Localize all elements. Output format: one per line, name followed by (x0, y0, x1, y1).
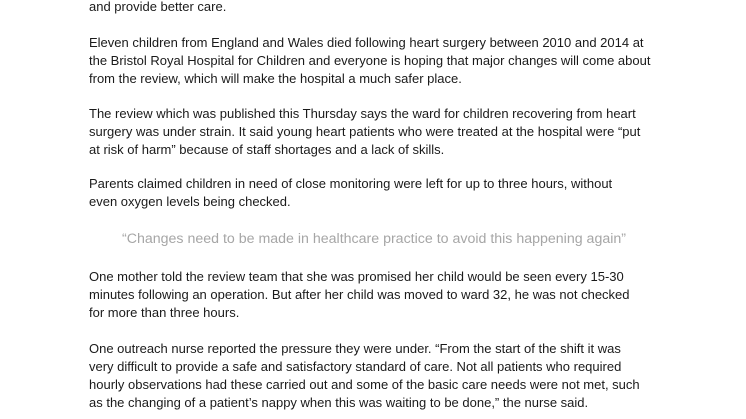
paragraph-line: very difficult to provide a safe and satisfactory standard of care. Not all patients who required (89, 359, 622, 374)
article-paragraph (89, 175, 659, 211)
paragraph-line: and provide better care. (89, 0, 227, 14)
paragraph-line: the Bristol Royal Hospital for Children and everyone is hoping that major changes will come about (89, 53, 651, 68)
paragraph-line: The review which was published this Thursday says the ward for children recovering from heart (89, 106, 636, 121)
paragraph-line: even oxygen levels being checked. (89, 194, 291, 209)
paragraph-line: One mother told the review team that she was promised her child would be seen every 15-30 (89, 269, 624, 284)
article-paragraph (89, 34, 659, 88)
paragraph-line: minutes following an operation. But after her child was moved to ward 32, he was not checked (89, 287, 630, 302)
paragraph-line: at risk of harm” because of staff shortages and a lack of skills. (89, 142, 445, 157)
paragraph-line: surgery was under strain. It said young heart patients who were treated at the hospital were “put (89, 124, 641, 139)
paragraph-line: hourly observations had these carried out and some of the basic care needs were not met, such (89, 377, 640, 392)
paragraph-line: Parents claimed children in need of close monitoring were left for up to three hours, without (89, 176, 613, 191)
paragraph-line: One outreach nurse reported the pressure they were under. “From the start of the shift it was (89, 341, 621, 356)
pull-quote: “Changes need to be made in healthcare practice to avoid this happening again” (122, 231, 626, 247)
paragraph-line: from the review, which will make the hospital a much safer place. (89, 71, 462, 86)
paragraph-line: for more than three hours. (89, 305, 240, 320)
article-paragraph (89, 340, 659, 412)
article-paragraph (89, 0, 659, 16)
article-paragraph (89, 268, 659, 322)
article-paragraph (89, 105, 659, 159)
paragraph-line: as the changing of a patient’s nappy when this was waiting to be done,” the nurse said. (89, 395, 589, 410)
paragraph-line: Eleven children from England and Wales died following heart surgery between 2010 and 2014 at (89, 35, 644, 50)
